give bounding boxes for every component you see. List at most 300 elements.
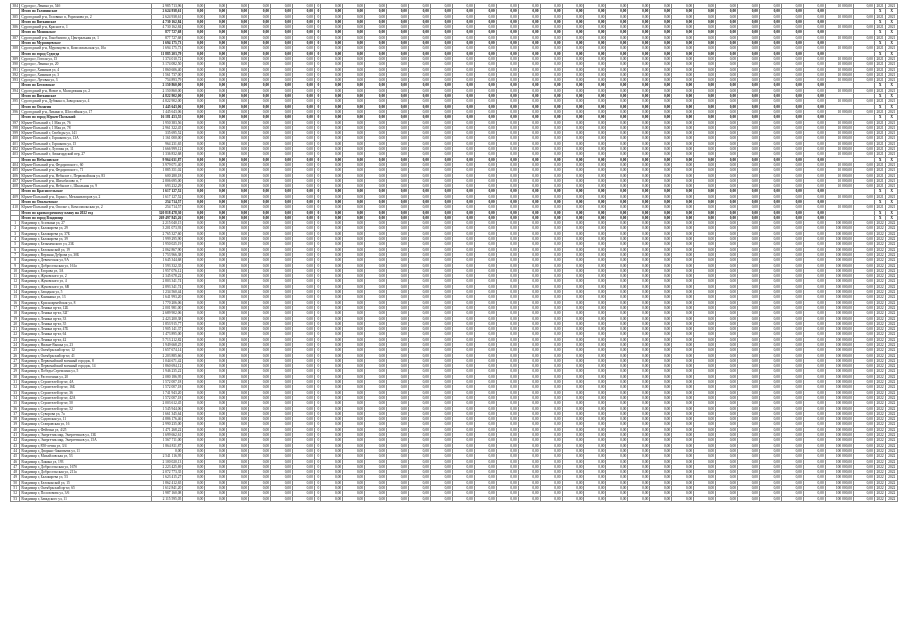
value-cell: 0,00 xyxy=(540,35,562,40)
address-cell: Владимир г, Октябрьский пр-кт, 12 xyxy=(20,348,152,353)
value-cell: 0,00 xyxy=(321,88,343,93)
value-cell: 0,00 xyxy=(518,290,540,295)
value-cell: 0,00 xyxy=(650,51,672,56)
value-cell: 0,00 xyxy=(227,194,249,199)
value-cell: 0,00 xyxy=(650,210,672,215)
value-cell: 0,00 xyxy=(343,300,365,305)
value-cell: 0,00 xyxy=(716,263,738,268)
year-end-cell: 2021 xyxy=(886,205,898,210)
value-cell: 0,00 xyxy=(694,184,716,189)
value-cell: 0,00 xyxy=(518,147,540,152)
value-cell: 0,00 xyxy=(474,348,496,353)
value-cell: 0,00 xyxy=(430,475,452,480)
value-cell: 0,00 xyxy=(518,353,540,358)
value-cell: 0,00 xyxy=(738,41,760,46)
value-cell: 0,00 xyxy=(496,337,518,342)
value-cell: 0,00 xyxy=(430,348,452,353)
value-cell: 0,00 xyxy=(183,358,205,363)
value-cell: 0,00 xyxy=(628,173,650,178)
value-cell: 0,00 xyxy=(408,99,430,104)
total-cost-cell: 1 572 007,18 xyxy=(152,380,183,385)
total-cost-cell: 1 864 811,87 xyxy=(152,443,183,448)
value-cell: 0,00 xyxy=(781,369,803,374)
year-start-cell: X xyxy=(874,210,885,215)
value-cell: 0,00 xyxy=(408,358,430,363)
value-cell: 0,00 xyxy=(759,433,781,438)
value-cell: 0,00 xyxy=(606,401,628,406)
value-cell: 0,00 xyxy=(474,51,496,56)
row-number-cell: 398 xyxy=(12,125,18,130)
total-cost-cell: 2 893 341,74 xyxy=(152,284,183,289)
value-cell: 0,00 xyxy=(183,470,205,475)
value-cell: 0,00 xyxy=(518,141,540,146)
value-cell: 0,00 xyxy=(716,168,738,173)
value-cell: 0,00 xyxy=(781,433,803,438)
value-cell: 0,00 xyxy=(672,14,694,19)
value-cell: 0,00 xyxy=(321,189,343,194)
value-cell: 0,00 xyxy=(293,438,315,443)
value-cell: 0,00 xyxy=(716,115,738,120)
value-cell: 0,00 xyxy=(650,279,672,284)
unit-cost-cell: 10 000,00 xyxy=(825,178,853,183)
value-cell: 0,00 xyxy=(716,305,738,310)
value-cell: 0,00 xyxy=(803,279,825,284)
value-cell: 0,00 xyxy=(408,231,430,236)
value-cell: 0,00 xyxy=(271,46,293,51)
value-cell: 0,00 xyxy=(518,327,540,332)
value-cell: 0,00 xyxy=(650,311,672,316)
value-cell: 0,00 xyxy=(227,332,249,337)
row-number-cell: 401 xyxy=(12,141,18,146)
value-cell: 0,00 xyxy=(672,305,694,310)
value-cell: 0,00 xyxy=(562,51,584,56)
value-cell: 0,00 xyxy=(365,178,387,183)
address-cell: Владимир г, Ленина пр-кт, 32Г xyxy=(20,311,152,316)
value-cell: 0,00 xyxy=(562,496,584,501)
value-cell: 0,00 xyxy=(584,332,606,337)
value-cell: 0,00 xyxy=(496,321,518,326)
address-cell: Судогда г, Ленина ул, 20 xyxy=(20,62,152,67)
value-cell: 0,00 xyxy=(343,25,365,30)
row-number-cell: 23 xyxy=(11,337,20,342)
value-cell: 0,00 xyxy=(694,14,716,19)
value-cell: 0,00 xyxy=(387,189,409,194)
address-cell: Итого по Небыловское xyxy=(20,157,152,162)
value-cell: 0,00 xyxy=(496,46,518,51)
value-cell: 0,00 xyxy=(562,411,584,416)
value-cell: 0,00 xyxy=(271,475,293,480)
value-cell: 0,00 xyxy=(474,374,496,379)
value-cell: 0,00 xyxy=(496,401,518,406)
address-cell: Судогодский р-н, Гонобилово д, Центральная ул, 1 xyxy=(20,35,152,40)
value-cell: 0,00 xyxy=(249,316,271,321)
year-start-cell: 2021 xyxy=(874,141,885,146)
value-cell: 0,00 xyxy=(628,443,650,448)
value-cell: 0,00 xyxy=(518,263,540,268)
value-cell: 0 xyxy=(314,94,320,99)
value-cell: 0,00 xyxy=(606,343,628,348)
value-cell: 0,00 xyxy=(759,332,781,337)
value-cell: 0,00 xyxy=(540,290,562,295)
value-cell: 0,00 xyxy=(540,215,562,220)
value-cell: 0,00 xyxy=(227,72,249,77)
row-number-cell: 4 xyxy=(11,237,20,242)
value-cell: 0,00 xyxy=(205,189,227,194)
value-cell: 0,00 xyxy=(562,62,584,67)
value-cell: 0,00 xyxy=(694,109,716,114)
value-cell: 0,00 xyxy=(672,78,694,83)
value-cell: 0,00 xyxy=(628,295,650,300)
value-cell: 0,00 xyxy=(227,374,249,379)
value-cell: 0,00 xyxy=(759,305,781,310)
value-cell: 0,00 xyxy=(321,62,343,67)
value-cell: 0,00 xyxy=(430,30,452,35)
address-cell: Владимир г, Энергетик мкр, Энергетиков ул, 13Б xyxy=(20,433,152,438)
value-cell: 0,00 xyxy=(496,475,518,480)
address-cell: Юрьев-Польский г, 1 Мая ул, 78 xyxy=(20,125,152,130)
value-cell: 0,00 xyxy=(408,364,430,369)
value-cell: 0,00 xyxy=(249,459,271,464)
limit-cost-cell: 0,00 xyxy=(854,343,875,348)
value-cell: 0 xyxy=(314,115,320,120)
value-cell: 0,00 xyxy=(271,215,293,220)
value-cell: 0,00 xyxy=(540,295,562,300)
value-cell: 0,00 xyxy=(430,258,452,263)
value-cell: 0,00 xyxy=(672,94,694,99)
value-cell: 0,00 xyxy=(249,284,271,289)
year-start-cell: 2021 xyxy=(874,184,885,189)
value-cell: 0,00 xyxy=(738,364,760,369)
total-cost-cell: 1 572 007,18 xyxy=(152,395,183,400)
value-cell: 0,00 xyxy=(321,226,343,231)
value-cell: 0,00 xyxy=(518,99,540,104)
value-cell: 0,00 xyxy=(628,406,650,411)
value-cell: 0,00 xyxy=(650,131,672,136)
value-cell: 0,00 xyxy=(694,51,716,56)
value-cell: 0,00 xyxy=(781,147,803,152)
value-cell: 0,00 xyxy=(271,332,293,337)
value-cell: 0,00 xyxy=(803,120,825,125)
value-cell: 0,00 xyxy=(628,237,650,242)
total-cost-cell: 1 445 643,06 xyxy=(152,104,183,109)
value-cell: 0,00 xyxy=(430,83,452,88)
value-cell: 0,00 xyxy=(321,385,343,390)
row-number-cell: 20 xyxy=(11,321,20,326)
year-end-cell: 2022 xyxy=(886,252,898,257)
value-cell: 0,00 xyxy=(496,258,518,263)
value-cell: 0,00 xyxy=(738,136,760,141)
value-cell: 0,00 xyxy=(408,72,430,77)
value-cell: 0,00 xyxy=(518,136,540,141)
value-cell: 0,00 xyxy=(271,152,293,157)
address-cell: Юрьев-Польский р-н, Ополье с, Комсомольская ул, 2 xyxy=(20,205,152,210)
value-cell: 0,00 xyxy=(227,438,249,443)
value-cell: 0,00 xyxy=(387,274,409,279)
value-cell: 0,00 xyxy=(343,290,365,295)
row-number-cell: 44 xyxy=(11,448,20,453)
value-cell: 0,00 xyxy=(650,358,672,363)
value-cell: 0,00 xyxy=(205,173,227,178)
year-start-cell: 2022 xyxy=(874,290,885,295)
value-cell: 0,00 xyxy=(562,290,584,295)
value-cell: 0,00 xyxy=(759,348,781,353)
limit-cost-cell: 0,00 xyxy=(854,480,875,485)
value-cell: 0,00 xyxy=(716,480,738,485)
value-cell: 0,00 xyxy=(738,470,760,475)
value-cell: 0,00 xyxy=(694,422,716,427)
value-cell: 0,00 xyxy=(694,72,716,77)
value-cell: 0,00 xyxy=(628,51,650,56)
value-cell: 0,00 xyxy=(562,78,584,83)
total-cost-cell: 2 003 612,45 xyxy=(152,401,183,406)
value-cell: 0,00 xyxy=(628,464,650,469)
address-cell: Судогодский р-н, Муромцево п, Комсомольская ул, 10а xyxy=(20,46,152,51)
value-cell: 0,00 xyxy=(430,62,452,67)
value-cell: 0,00 xyxy=(540,62,562,67)
value-cell: 0,00 xyxy=(205,247,227,252)
value-cell: 0,00 xyxy=(716,120,738,125)
value-cell: 0,00 xyxy=(321,401,343,406)
value-cell: 0,00 xyxy=(452,406,474,411)
value-cell: 0,00 xyxy=(365,14,387,19)
value-cell: 0,00 xyxy=(518,438,540,443)
value-cell: 0,00 xyxy=(183,115,205,120)
value-cell: 0,00 xyxy=(518,433,540,438)
value-cell: 0,00 xyxy=(271,131,293,136)
value-cell: 0,00 xyxy=(781,194,803,199)
value-cell: 0,00 xyxy=(562,470,584,475)
value-cell: 0,00 xyxy=(803,210,825,215)
value-cell: 0,00 xyxy=(365,141,387,146)
value-cell: 0,00 xyxy=(803,56,825,61)
value-cell: 0,00 xyxy=(518,321,540,326)
value-cell: 0,00 xyxy=(628,184,650,189)
value-cell: 0,00 xyxy=(249,464,271,469)
value-cell: 0,00 xyxy=(271,199,293,204)
limit-cost-cell: 0,00 xyxy=(854,332,875,337)
year-start-cell: 2022 xyxy=(874,406,885,411)
value-cell: 0,00 xyxy=(781,136,803,141)
value-cell: 0,00 xyxy=(293,136,315,141)
limit-cost-cell: 0,00 xyxy=(854,491,875,496)
value-cell: 0,00 xyxy=(716,279,738,284)
unit-cost-cell: 100 000,00 xyxy=(825,422,853,427)
address-cell: Владимир г, Белоконской ул, 15 xyxy=(20,480,152,485)
value-cell: 0,00 xyxy=(430,268,452,273)
value-cell: 0,00 xyxy=(562,401,584,406)
value-cell: 0,00 xyxy=(321,237,343,242)
value-cell: 0,00 xyxy=(584,284,606,289)
value-cell: 0,00 xyxy=(584,417,606,422)
year-end-cell: 2022 xyxy=(886,258,898,263)
value-cell: 0,00 xyxy=(518,35,540,40)
value-cell: 0,00 xyxy=(343,263,365,268)
value-cell: 0,00 xyxy=(562,348,584,353)
value-cell: 0,00 xyxy=(343,168,365,173)
value-cell: 0,00 xyxy=(650,141,672,146)
value-cell: 0,00 xyxy=(628,205,650,210)
value-cell: 0,00 xyxy=(365,422,387,427)
value-cell: 0 xyxy=(314,72,320,77)
total-cost-cell: 16 181 453,55 xyxy=(152,115,183,120)
value-cell: 0,00 xyxy=(803,199,825,204)
value-cell: 0,00 xyxy=(452,205,474,210)
year-end-cell: 2021 xyxy=(886,173,898,178)
year-end-cell: 2021 xyxy=(886,194,898,199)
value-cell: 0 xyxy=(314,215,320,220)
row-number-cell: 6 xyxy=(11,247,20,252)
value-cell: 0,00 xyxy=(474,78,496,83)
value-cell: 0,00 xyxy=(650,215,672,220)
value-cell: 0,00 xyxy=(227,470,249,475)
value-cell: 0,00 xyxy=(321,268,343,273)
value-cell: 0,00 xyxy=(227,19,249,24)
value-cell: 0,00 xyxy=(387,480,409,485)
value-cell: 0,00 xyxy=(606,215,628,220)
value-cell: 0,00 xyxy=(452,327,474,332)
value-cell: 0,00 xyxy=(430,279,452,284)
total-cost-cell: 335 695,52 xyxy=(152,131,183,136)
value-cell: 0,00 xyxy=(227,353,249,358)
value-cell: 0,00 xyxy=(365,210,387,215)
value-cell: 0,00 xyxy=(474,258,496,263)
value-cell: 0,00 xyxy=(496,268,518,273)
year-end-cell: 2022 xyxy=(886,290,898,295)
value-cell: 0,00 xyxy=(738,459,760,464)
limit-cost-cell: 0,00 xyxy=(854,88,875,93)
value-cell: 0,00 xyxy=(343,480,365,485)
value-cell: 0,00 xyxy=(408,215,430,220)
year-start-cell: 2021 xyxy=(874,173,885,178)
value-cell: 0,00 xyxy=(271,104,293,109)
value-cell: 0,00 xyxy=(694,231,716,236)
value-cell: 0,00 xyxy=(781,141,803,146)
value-cell: 0,00 xyxy=(474,491,496,496)
value-cell: 0,00 xyxy=(694,263,716,268)
value-cell: 0,00 xyxy=(562,19,584,24)
value-cell: 0,00 xyxy=(628,120,650,125)
value-cell: 0,00 xyxy=(430,125,452,130)
value-cell: 0,00 xyxy=(408,316,430,321)
value-cell: 0,00 xyxy=(321,51,343,56)
unit-cost-cell: 100 000,00 xyxy=(825,321,853,326)
value-cell: 0,00 xyxy=(271,247,293,252)
value-cell: 0,00 xyxy=(249,14,271,19)
value-cell: 0,00 xyxy=(496,433,518,438)
total-cost-cell: 9 964 631,87 xyxy=(152,157,183,162)
value-cell: 0,00 xyxy=(562,35,584,40)
value-cell: 0,00 xyxy=(606,258,628,263)
value-cell: 0,00 xyxy=(628,30,650,35)
value-cell: 0,00 xyxy=(321,147,343,152)
value-cell: 0,00 xyxy=(452,290,474,295)
value-cell: 0,00 xyxy=(518,152,540,157)
value-cell: 0,00 xyxy=(271,226,293,231)
value-cell: 0,00 xyxy=(716,459,738,464)
value-cell: 0,00 xyxy=(672,374,694,379)
total-cost-cell: 2 624 938,61 xyxy=(152,9,183,14)
value-cell: 0,00 xyxy=(343,374,365,379)
value-cell: 0,00 xyxy=(518,189,540,194)
value-cell: 0,00 xyxy=(562,448,584,453)
year-end-cell: 2022 xyxy=(886,374,898,379)
value-cell: 0,00 xyxy=(803,321,825,326)
value-cell: 0,00 xyxy=(518,491,540,496)
value-cell: 0,00 xyxy=(759,152,781,157)
value-cell: 0,00 xyxy=(474,305,496,310)
value-cell: 0,00 xyxy=(803,125,825,130)
value-cell: 0,00 xyxy=(474,438,496,443)
value-cell: 0,00 xyxy=(738,215,760,220)
value-cell: 0,00 xyxy=(408,46,430,51)
value-cell: 0,00 xyxy=(540,252,562,257)
value-cell: 0,00 xyxy=(803,147,825,152)
value-cell: 0,00 xyxy=(584,364,606,369)
value-cell: 0,00 xyxy=(321,411,343,416)
value-cell: 0,00 xyxy=(562,390,584,395)
limit-cost-cell: 0,00 xyxy=(854,443,875,448)
value-cell: 0,00 xyxy=(365,369,387,374)
value-cell: 0,00 xyxy=(650,46,672,51)
year-end-cell: 2022 xyxy=(886,433,898,438)
value-cell: 0,00 xyxy=(249,46,271,51)
value-cell: 0,00 xyxy=(694,380,716,385)
value-cell: 0,00 xyxy=(271,327,293,332)
value-cell: 0,00 xyxy=(650,337,672,342)
row-number-cell: 9 xyxy=(11,263,20,268)
value-cell: 0,00 xyxy=(650,35,672,40)
value-cell: 0,00 xyxy=(452,141,474,146)
row-number-cell: 403 xyxy=(12,152,18,157)
value-cell: 0,00 xyxy=(694,189,716,194)
value-cell: 0,00 xyxy=(518,173,540,178)
value-cell: 0,00 xyxy=(293,125,315,130)
value-cell: 0,00 xyxy=(321,141,343,146)
value-cell: 0,00 xyxy=(672,194,694,199)
value-cell: 0,00 xyxy=(628,88,650,93)
year-end-cell: 2022 xyxy=(886,242,898,247)
value-cell: 0,00 xyxy=(474,178,496,183)
total-cost-cell: 600 280,18 xyxy=(152,173,183,178)
value-cell: 0,00 xyxy=(496,427,518,432)
year-start-cell: 2022 xyxy=(874,422,885,427)
value-cell: 0,00 xyxy=(496,136,518,141)
value-cell: 0,00 xyxy=(738,480,760,485)
unit-cost-cell: 100 000,00 xyxy=(825,385,853,390)
value-cell: 0,00 xyxy=(183,390,205,395)
total-cost-cell: 2 215 040,15 xyxy=(152,221,183,226)
value-cell: 0,00 xyxy=(672,343,694,348)
row-number-cell: 19 xyxy=(11,316,20,321)
value-cell: 0,00 xyxy=(474,337,496,342)
value-cell: 0,00 xyxy=(738,109,760,114)
value-cell: 0,00 xyxy=(628,125,650,130)
value-cell: 0,00 xyxy=(628,162,650,167)
value-cell: 0,00 xyxy=(540,173,562,178)
value-cell: 0,00 xyxy=(716,67,738,72)
year-end-cell: 2022 xyxy=(886,417,898,422)
value-cell: 0,00 xyxy=(271,221,293,226)
value-cell: 0,00 xyxy=(562,120,584,125)
value-cell: 0,00 xyxy=(387,157,409,162)
unit-cost-cell: 100 000,00 xyxy=(825,337,853,342)
value-cell: 0,00 xyxy=(387,470,409,475)
value-cell: 0,00 xyxy=(584,343,606,348)
value-cell: 0,00 xyxy=(738,231,760,236)
value-cell: 0,00 xyxy=(430,470,452,475)
value-cell: 0 xyxy=(314,411,320,416)
total-cost-cell: 693 232,29 xyxy=(152,184,183,189)
